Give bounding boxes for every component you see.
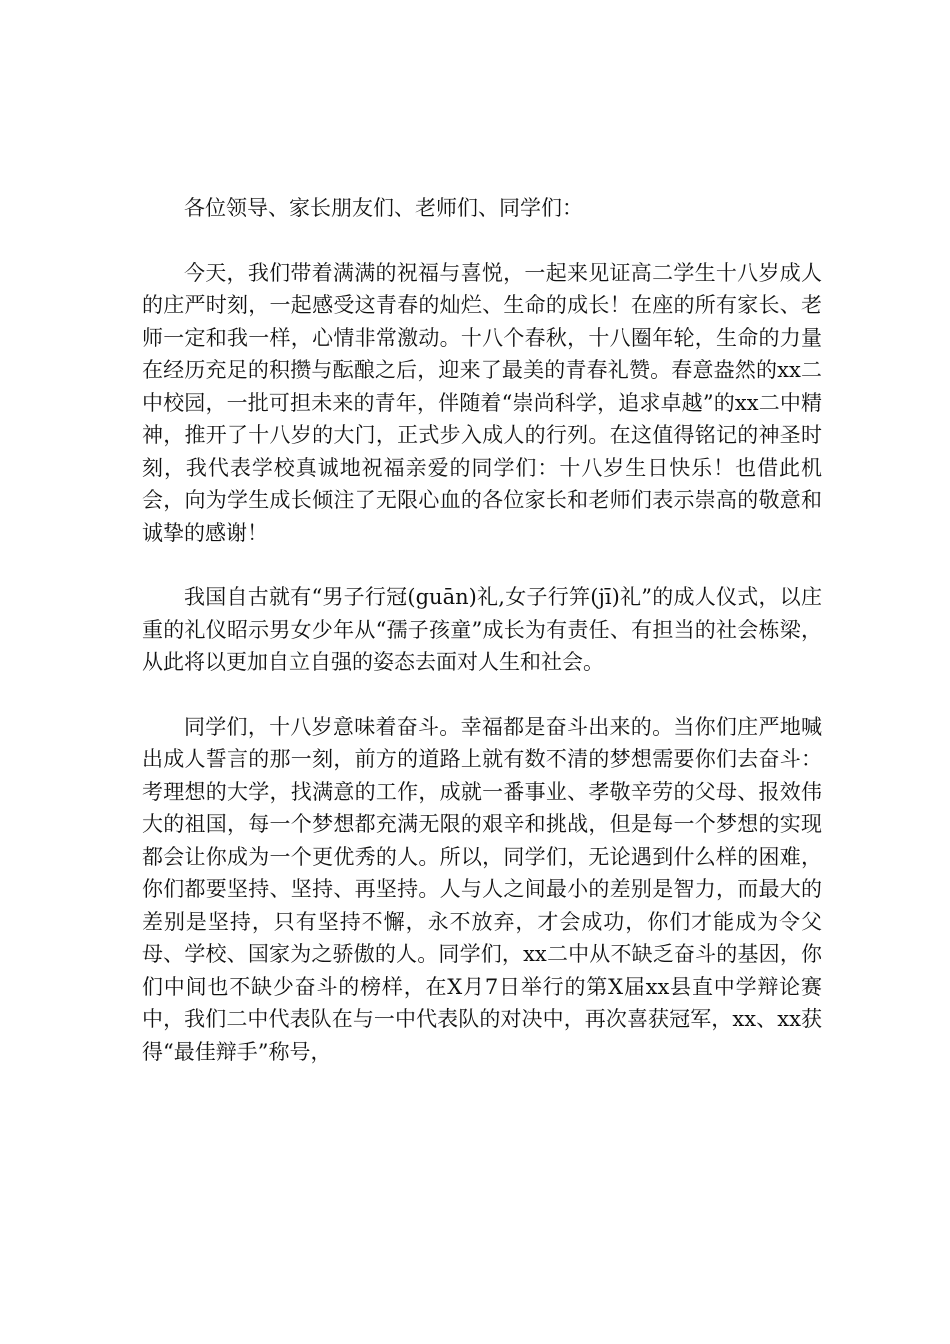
- paragraph-1: 今天，我们带着满满的祝福与喜悦，一起来见证高二学生十八岁成人的庄严时刻，一起感受这青春的灿烂、生命的成长！在座的所有家长、老师一定和我一样，心情非常激动。十八个春秋，十八圈年轮，生命的力量在经历充足的积攒与酝酿之后，迎来了最美的青春礼赞。春意盎然的xx二中校园，一批可担未来的青年，伴随着“崇尚科学，追求卓越”的xx二中精神，推开了十八岁的大门，正式步入成人的行列。在这值得铭记的神圣时刻，我代表学校真诚地祝福亲爱的同学们：十八岁生日快乐！也借此机会，向为学生成长倾注了无限心血的各位家长和老师们表示崇高的敬意和诚挚的感谢！: [142, 260, 822, 545]
- document-body: [142, 192, 822, 1068]
- salutation: 各位领导、家长朋友们、老师们、同学们：: [184, 196, 583, 220]
- paragraph-3: 同学们，十八岁意味着奋斗。幸福都是奋斗出来的。当你们庄严地喊出成人誓言的那一刻，前方的道路上就有数不清的梦想需要你们去奋斗：考理想的大学，找满意的工作，成就一番事业、孝敬辛劳的父母、报效伟大的祖国，每一个梦想都充满无限的艰辛和挑战，但是每一个梦想的实现都会让你成为一个更优秀的人。所以，同学们，无论遇到什么样的困难，你们都要坚持、坚持、再坚持。人与人之间最小的差别是智力，而最大的差别是坚持，只有坚持不懈，永不放弃，才会成功，你们才能成为令父母、学校、国家为之骄傲的人。同学们，xx二中从不缺乏奋斗的基因，你们中间也不缺少奋斗的榜样，在X月7日举行的第X届xx县直中学辩论赛中，我们二中代表队在与一中代表队的对决中，再次喜获冠军，xx、xx获得“最佳辩手”称号，: [142, 714, 822, 1064]
- paragraph-2: 我国自古就有“男子行冠(guān)礼,女子行笄(jī)礼”的成人仪式，以庄重的礼仪昭示男女少年从“孺子孩童”成长为有责任、有担当的社会栋梁，从此将以更加自立自强的姿态去面对人生和社会。: [142, 585, 822, 674]
